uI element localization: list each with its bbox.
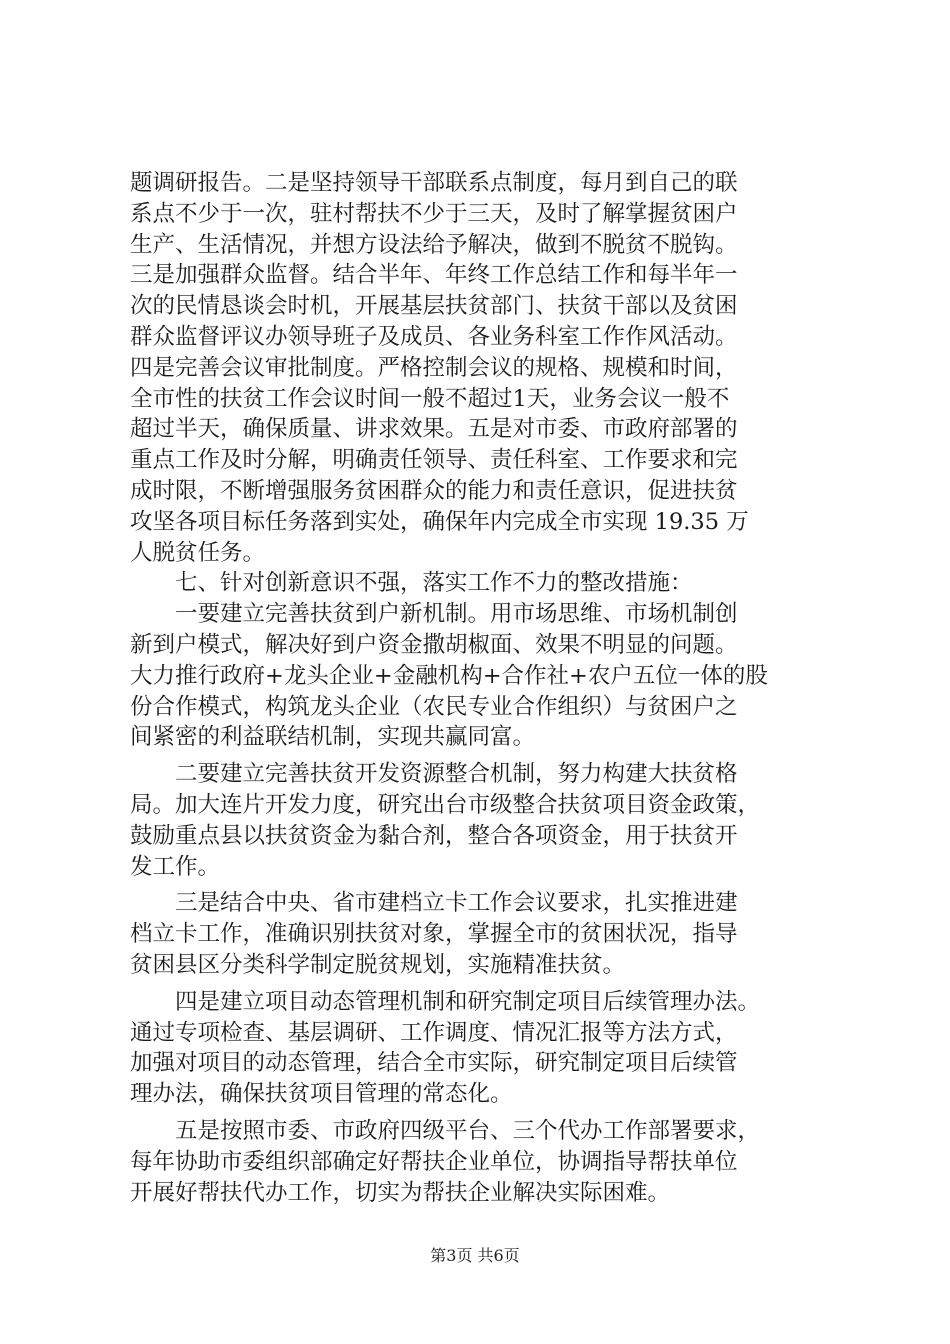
text-line: 份合作模式，构筑龙头企业（农民专业合作组织）与贫困户之 (130, 693, 738, 720)
text-line: 开展好帮扶代办工作，切实为帮扶企业解决实际困难。 (130, 1179, 671, 1206)
text-line: 生产、生活情况，并想方设法给予解决，做到不脱贫不脱钩。 (130, 231, 738, 258)
text-line: 理办法，确保扶贫项目管理的常态化。 (130, 1081, 513, 1108)
document-body (130, 168, 830, 1208)
text-line: 发工作。 (130, 853, 221, 880)
text-line: 一要建立完善扶贫到户新机制。用市场思维、市场机制创 (130, 601, 738, 628)
text-line: 五是按照市委、市政府四级平台、三个代办工作部署要求， (130, 1117, 761, 1144)
page-number: 第3页 (430, 1246, 473, 1265)
text-line: 三是加强群众监督。结合半年、年终工作总结工作和每半年一 (130, 262, 738, 289)
text-line: 大力推行政府+龙头企业+金融机构+合作社+农户五位一体的股 (130, 662, 768, 689)
text-line: 档立卡工作，准确识别扶贫对象，掌握全市的贫困状况，指导 (130, 921, 738, 948)
text-line: 间紧密的利益联结机制，实现共赢同富。 (130, 724, 536, 751)
text-line: 超过半天，确保质量、讲求效果。五是对市委、市政府部署的 (130, 416, 738, 443)
page-footer (0, 1246, 950, 1266)
text-line: 全市性的扶贫工作会议时间一般不超过1天，业务会议一般不 (130, 385, 730, 412)
text-line: 局。加大连片开发力度，研究出台市级整合扶贫项目资金政策， (130, 791, 761, 818)
section-heading: 七、针对创新意识不强，落实工作不力的整改措施： (130, 570, 693, 597)
text-line: 成时限，不断增强服务贫困群众的能力和责任意识，促进扶贫 (130, 477, 738, 504)
text-line: 贫困县区分类科学制定脱贫规划，实施精准扶贫。 (130, 951, 626, 978)
text-line: 系点不少于一次，驻村帮扶不少于三天，及时了解掌握贫困户 (130, 200, 738, 227)
text-line: 人脱贫任务。 (130, 539, 266, 566)
text-line: 重点工作及时分解，明确责任领导、责任科室、工作要求和完 (130, 447, 738, 474)
text-line: 四是建立项目动态管理机制和研究制定项目后续管理办法。 (130, 988, 761, 1015)
text-line: 二要建立完善扶贫开发资源整合机制，努力构建大扶贫格 (130, 761, 738, 788)
text-line: 群众监督评议办领导班子及成员、各业务科室工作作风活动。 (130, 323, 738, 350)
text-line: 攻坚各项目标任务落到实处，确保年内完成全市实现 19.35 万 (130, 508, 749, 535)
text-line: 题调研报告。二是坚持领导干部联系点制度，每月到自己的联 (130, 170, 738, 196)
text-line: 鼓励重点县以扶贫资金为黏合剂，整合各项资金，用于扶贫开 (130, 822, 738, 849)
text-line: 通过专项检查、基层调研、工作调度、情况汇报等方法方式， (130, 1019, 738, 1046)
text-line: 次的民情恳谈会时机，开展基层扶贫部门、扶贫干部以及贫困 (130, 293, 738, 320)
text-line: 三是结合中央、省市建档立卡工作会议要求，扎实推进建 (130, 890, 738, 917)
page-total: 共6页 (477, 1246, 520, 1265)
text-line: 新到户模式，解决好到户资金撒胡椒面、效果不明显的问题。 (130, 631, 738, 658)
text-line: 四是完善会议审批制度。严格控制会议的规格、规模和时间， (130, 354, 738, 381)
text-line: 每年协助市委组织部确定好帮扶企业单位，协调指导帮扶单位 (130, 1148, 738, 1175)
text-line: 加强对项目的动态管理，结合全市实际，研究制定项目后续管 (130, 1050, 738, 1077)
